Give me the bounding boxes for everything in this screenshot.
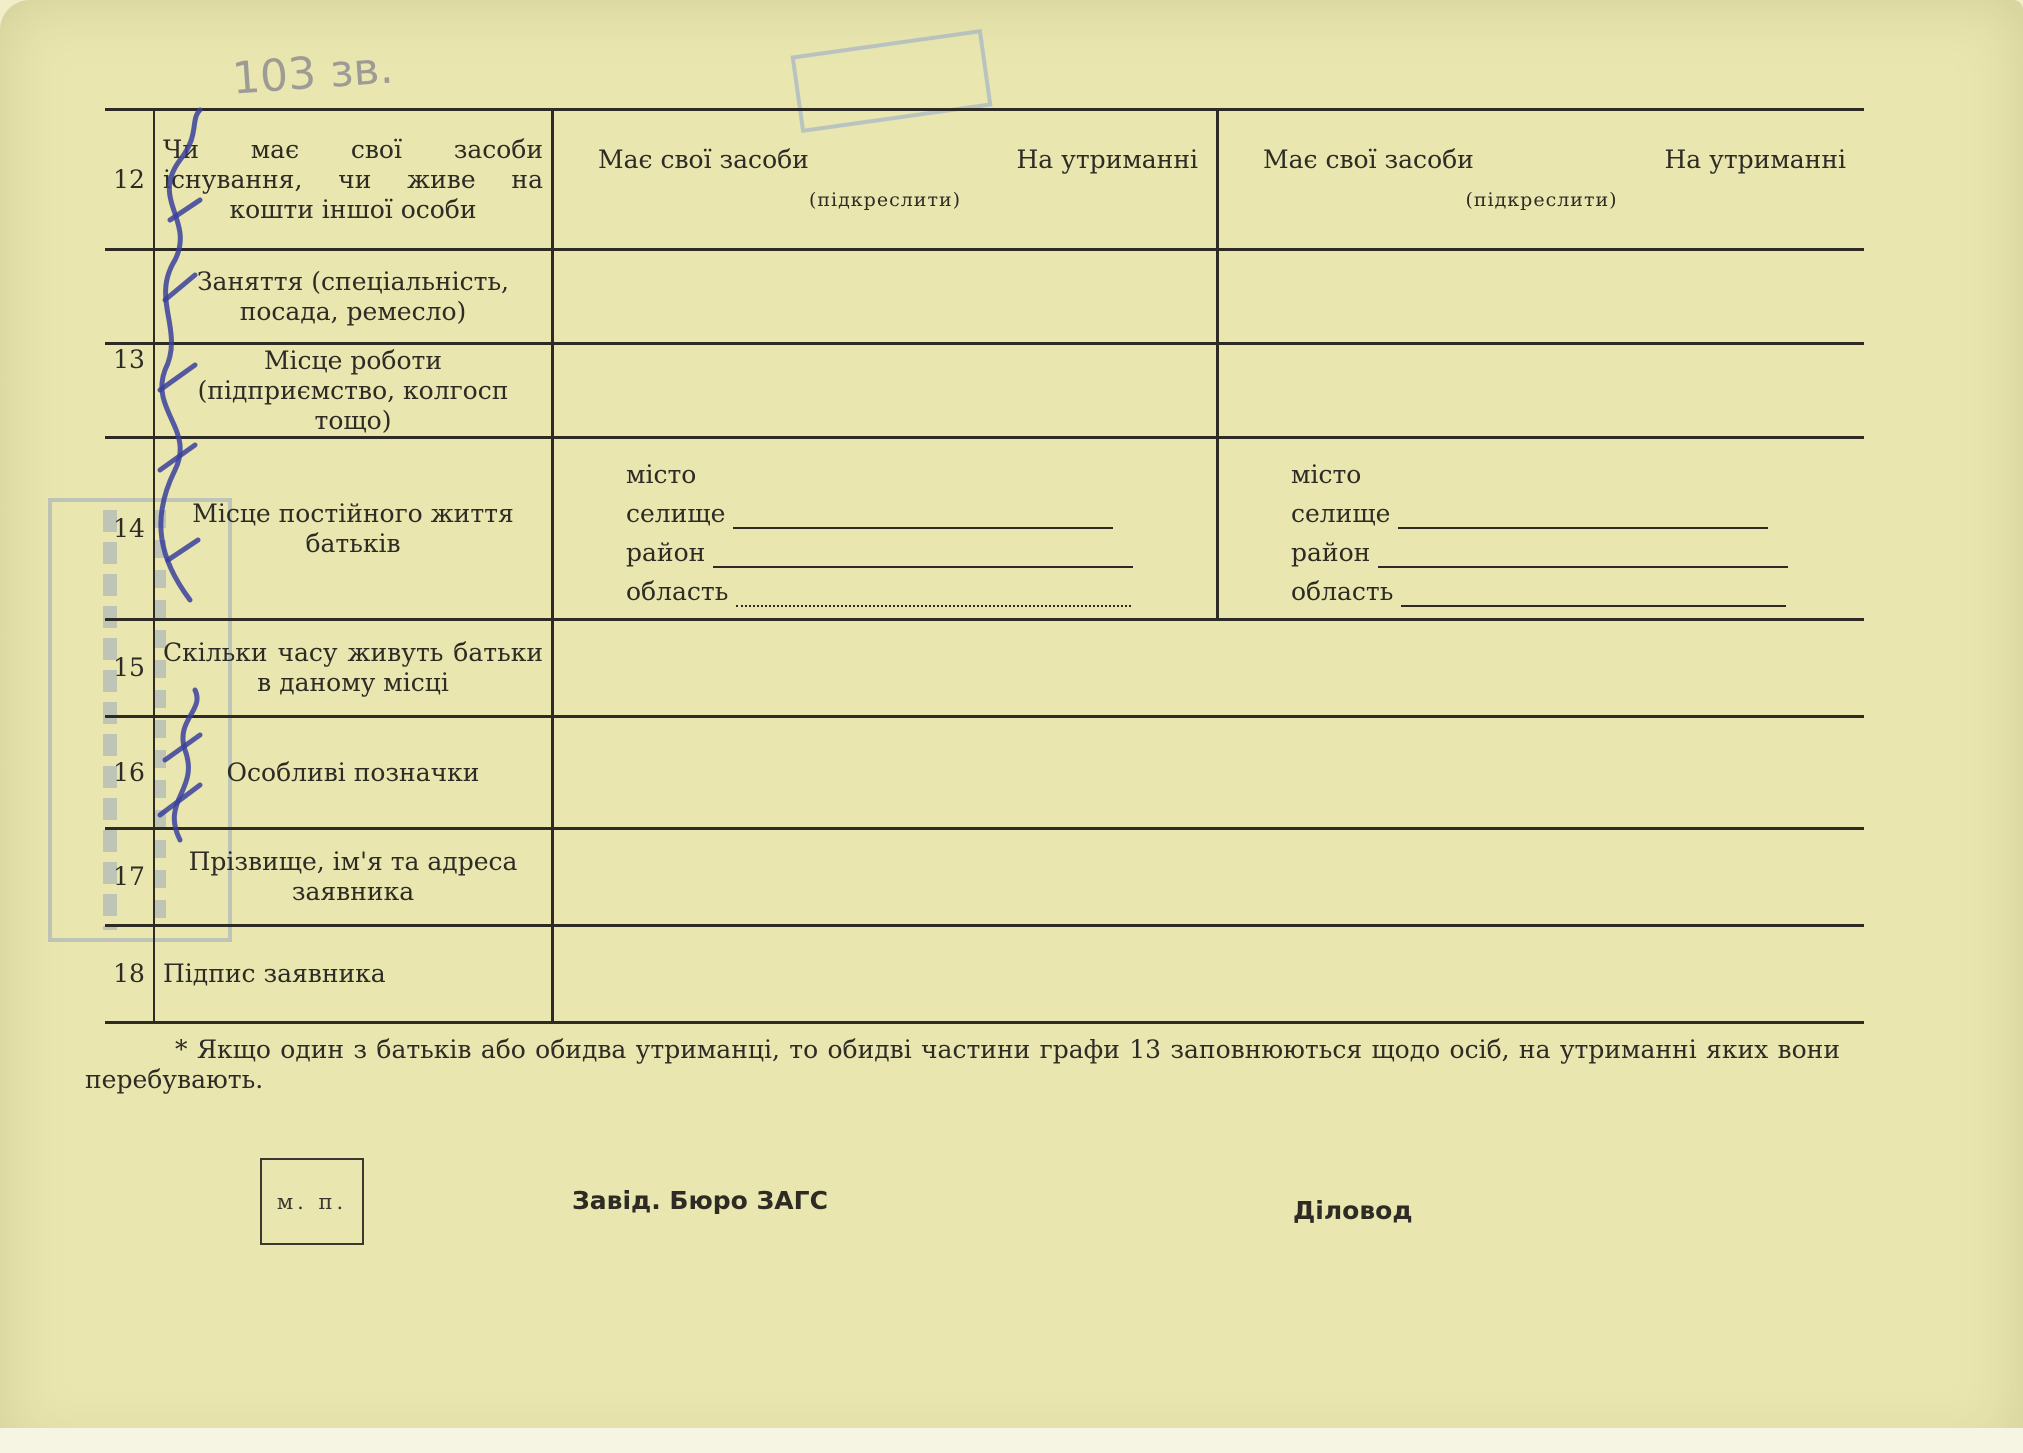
row-label-text: Підпис заявника (163, 959, 386, 988)
father-occupation-field[interactable] (553, 250, 1218, 344)
mother-workplace-field[interactable] (1218, 344, 1865, 438)
settlement-label: селище (1291, 498, 1391, 528)
row-16 (105, 717, 1864, 829)
district-field[interactable] (1378, 540, 1788, 568)
stamp-place-box: м. п. (260, 1158, 364, 1245)
row-label (154, 620, 553, 717)
region-field[interactable] (1401, 579, 1786, 607)
underline-note: (підкреслити) (1465, 188, 1618, 211)
city-label: місто (626, 459, 697, 489)
row-label-text: Місце роботи (підприємство, колгосп тощо) (197, 345, 509, 435)
row-label (154, 829, 553, 926)
row-label (154, 438, 553, 620)
row-15 (105, 620, 1864, 717)
applicant-details-field[interactable] (553, 829, 1865, 926)
father-residence-cell (553, 438, 1218, 620)
row-label (154, 344, 553, 438)
father-workplace-field[interactable] (553, 344, 1218, 438)
row-label-text: Заняття (спеціальність, посада, ремесло) (196, 266, 510, 326)
mother-residence-cell (1218, 438, 1865, 620)
row-13 (105, 344, 1864, 438)
underline-note: (підкреслити) (808, 188, 962, 211)
region-field[interactable] (736, 579, 1131, 607)
row-label (154, 250, 553, 344)
district-label: район (626, 537, 706, 567)
row-label-text: Місце постійного життя батьків (192, 498, 514, 558)
row-label (154, 926, 553, 1023)
row-number (105, 250, 154, 344)
row-label-text: Чи має свої засоби існування, чи живе на кошти іншої особи (163, 134, 543, 224)
region-label: область (626, 576, 729, 606)
applicant-signature-field[interactable] (553, 926, 1865, 1023)
row-occupation (105, 250, 1864, 344)
row-label-text: Скільки часу живуть батьки в даному місці (163, 638, 543, 697)
mother-means-cell (1218, 110, 1865, 250)
row-14 (105, 438, 1864, 620)
option-dependent[interactable]: На утриманні (1016, 144, 1198, 174)
row-number: 12 (105, 110, 154, 250)
district-label: район (1291, 537, 1371, 567)
region-label: область (1291, 576, 1394, 606)
row-number: 15 (105, 620, 154, 717)
special-notes-field[interactable] (553, 717, 1865, 829)
row-number: 16 (105, 717, 154, 829)
row-label (154, 717, 553, 829)
district-field[interactable] (713, 540, 1133, 568)
row-12 (105, 110, 1864, 250)
settlement-field[interactable] (733, 501, 1113, 529)
row-label (154, 110, 553, 250)
row-label-text: Особливі позначки (226, 757, 480, 787)
row-number: 14 (105, 438, 154, 620)
row-label-text: Прізвище, ім'я та адреса заявника (188, 847, 518, 906)
option-own-means[interactable]: Має свої засоби (1263, 144, 1474, 174)
page-edge (0, 1428, 2023, 1453)
archive-folio-mark: 103 зв. (230, 42, 395, 105)
clerk-label: Діловод (1293, 1196, 1413, 1225)
row-number: 18 (105, 926, 154, 1023)
form-table (105, 108, 1864, 1024)
option-own-means[interactable]: Має свої засоби (598, 144, 809, 174)
row-17 (105, 829, 1864, 926)
settlement-field[interactable] (1398, 501, 1768, 529)
father-means-cell (553, 110, 1218, 250)
settlement-label: селище (626, 498, 726, 528)
duration-field[interactable] (553, 620, 1865, 717)
row-18 (105, 926, 1864, 1023)
option-dependent[interactable]: На утриманні (1664, 144, 1846, 174)
mother-occupation-field[interactable] (1218, 250, 1865, 344)
city-label: місто (1291, 459, 1362, 489)
row-number: 13 (105, 344, 154, 438)
footnote: * Якщо один з батьків або обидва утриманці, то обидві частини графи 13 заповнюються щодо осіб, на утриманні яких вони перебувають. (85, 1035, 1840, 1094)
registry-head-label: Завід. Бюро ЗАГС (572, 1186, 828, 1215)
row-number: 17 (105, 829, 154, 926)
